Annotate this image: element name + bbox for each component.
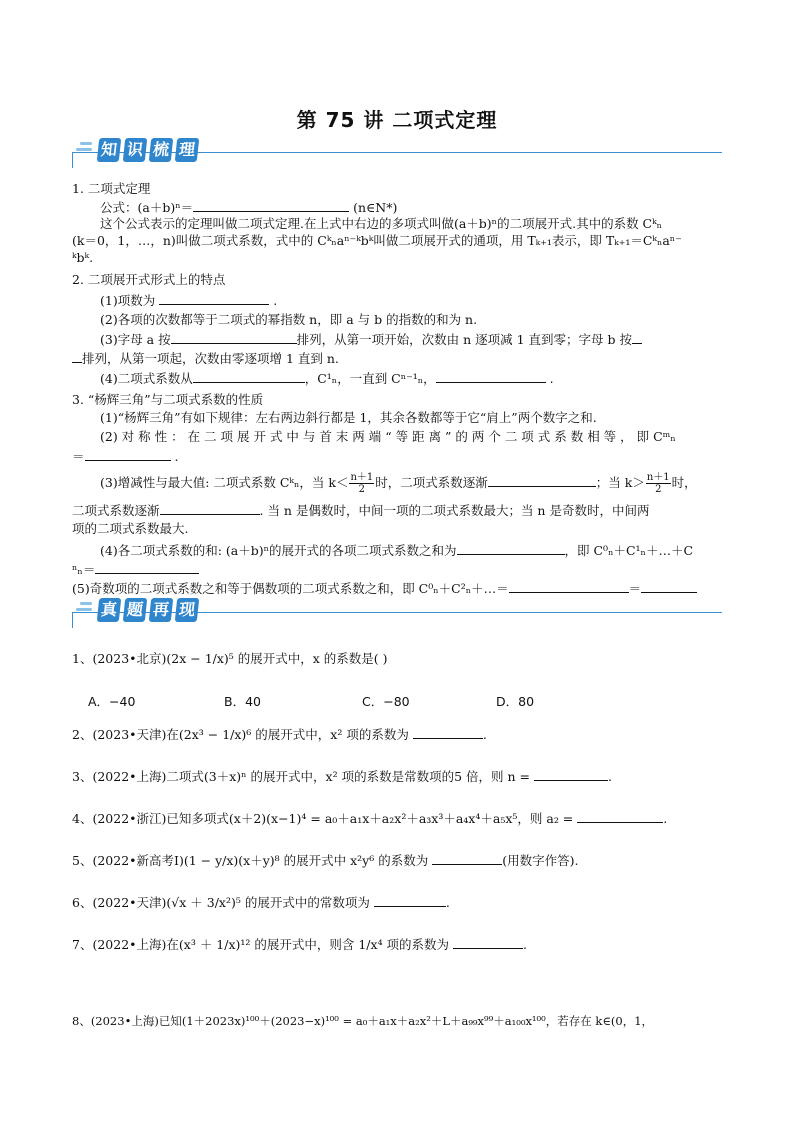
- answer-blank[interactable]: [432, 852, 502, 865]
- fraction: [349, 472, 374, 495]
- fraction: [646, 472, 671, 495]
- answer-blank[interactable]: [453, 936, 523, 949]
- formula-condition: (n∈N*): [349, 200, 398, 215]
- answer-blank[interactable]: [641, 580, 697, 593]
- answer-blank[interactable]: [457, 542, 565, 555]
- property-line: [72, 580, 697, 597]
- formula-line: [100, 199, 397, 216]
- feature-line: (1)项数为 .: [100, 293, 278, 308]
- property-text: (4)各二项式系数的和: (a＋b)ⁿ的展开式的各项二项式系数之和为: [100, 543, 457, 558]
- fraction-numerator: n＋1: [646, 472, 670, 483]
- banner-char: 再: [149, 598, 174, 622]
- problem-1: [72, 650, 388, 668]
- property-line: 项的二项式系数最大.: [72, 521, 189, 536]
- problem-number: 1、(2023•北京): [72, 651, 167, 666]
- feature-text: 排列，从第一项起，次数由零逐项增 1 直到 n.: [82, 351, 339, 366]
- property-text: ＝: [72, 449, 85, 464]
- banner-deco: [76, 148, 92, 151]
- answer-blank[interactable]: [632, 331, 642, 344]
- option-b[interactable]: B．40: [224, 694, 261, 709]
- problem-text: 在(x³ ＋ 1/x)¹² 的展开式中，则含 1/x⁴ 项的系数为: [166, 937, 450, 952]
- answer-blank[interactable]: [193, 199, 349, 212]
- banner-deco: [80, 142, 92, 145]
- problem-number: 8、(2023•上海): [72, 1014, 159, 1028]
- banner-char: 真: [97, 598, 122, 622]
- problem-number: 2、(2023•天津): [72, 727, 167, 742]
- problem-7: 7、(2022•上海)在(x³ ＋ 1/x)¹² 的展开式中，则含 1/x⁴ 项的系数为 .: [72, 937, 528, 952]
- answer-blank[interactable]: [160, 502, 260, 515]
- option-c[interactable]: C．−80: [362, 694, 410, 709]
- paragraph-line: 这个公式表示的定理叫做二项式定理.在上式中右边的多项式叫做(a＋b)ⁿ的二项展开式.其中的系数 Cᵏₙ: [100, 216, 663, 231]
- answer-blank[interactable]: [436, 370, 546, 383]
- property-line: [72, 502, 649, 519]
- answer-blank[interactable]: [488, 474, 596, 487]
- property-line: (2) 对 称 性 ： 在 二 项 展 开 式 中 与 首 末 两 端 “ 等 距 离 ” 的 两 个 二 项 式 系 数 相 等 ， 即 Cᵐₙ: [100, 429, 676, 444]
- problem-text: 在(2x³ − 1/x)⁶ 的展开式中，x² 项的系数为: [166, 727, 409, 742]
- problem-2: 2、(2023•天津)在(2x³ − 1/x)⁶ 的展开式中，x² 项的系数为 .: [72, 727, 487, 742]
- heading-binomial-theorem: 1. 二项式定理: [72, 181, 151, 196]
- banner-hook: [72, 612, 73, 628]
- banner-hook: [72, 152, 73, 168]
- heading-yanghui-triangle: 3. “杨辉三角”与二项式系数的性质: [72, 392, 264, 407]
- answer-blank[interactable]: [72, 350, 82, 363]
- formula-label: 公式：(a＋b)ⁿ＝: [100, 200, 194, 215]
- answer-blank[interactable]: [159, 292, 269, 305]
- property-text: 时，二项式系数逐渐: [375, 475, 488, 490]
- property-text: 二项式系数逐渐: [72, 503, 160, 518]
- problem-3: 3、(2022•上海)二项式(3＋x)ⁿ 的展开式中，x² 项的系数是常数项的5 倍，则 n = .: [72, 769, 612, 784]
- fraction-denominator: 2: [358, 484, 366, 495]
- problem-number: 3、(2022•上海): [72, 769, 167, 784]
- property-text: ，即 C⁰ₙ＋C¹ₙ＋…＋C: [564, 543, 694, 558]
- answer-blank[interactable]: [509, 580, 629, 593]
- page-title: 第 75 讲 二项式定理: [296, 108, 498, 132]
- feature-text: ，C¹ₙ，一直到 Cⁿ⁻¹ₙ，: [304, 371, 436, 386]
- fraction-denominator: 2: [655, 484, 662, 495]
- problem-text: (2x − 1/x)⁵ 的展开式中，x 的系数是( ): [166, 651, 388, 666]
- problem-6: 6、(2022•天津)(√x ＋ 3/x²)⁵ 的展开式中的常数项为 .: [72, 895, 450, 910]
- feature-text: (1)项数为: [100, 293, 156, 308]
- problem-5: [72, 852, 578, 870]
- section-banner-exam-review: [72, 596, 722, 628]
- problem-4: 4、(2022•浙江)已知多项式(x＋2)(x−1)⁴ = a₀＋a₁x＋a₂x²＋a₃x³＋a₄x⁴＋a₅x⁵，则 a₂ = .: [72, 811, 668, 826]
- banner-char: 现: [175, 598, 200, 622]
- property-text: (5)奇数项的二项式系数之和等于偶数项的二项式系数之和，即 C⁰ₙ＋C²ₙ＋…＝: [72, 581, 509, 596]
- problem-text: 二项式(3＋x)ⁿ 的展开式中，x² 项的系数是常数项的5 倍，则 n =: [166, 769, 530, 784]
- property-text: ⁿₙ＝: [72, 562, 96, 577]
- feature-line: (4)二项式系数从 ，C¹ₙ，一直到 Cⁿ⁻¹ₙ， .: [100, 371, 554, 386]
- property-line: ＝ .: [72, 449, 179, 464]
- problem-number: 7、(2022•上海): [72, 937, 167, 952]
- banner-deco: [80, 602, 92, 605]
- fraction-numerator: n＋1: [350, 472, 374, 483]
- problem-tail: (用数字作答).: [502, 853, 579, 868]
- answer-blank[interactable]: [577, 810, 663, 823]
- problem-text: (√x ＋ 3/x²)⁵ 的展开式中的常数项为: [166, 895, 370, 910]
- property-text: . 当 n 是偶数时，中间一项的二项式系数最大；当 n 是奇数时，中间两: [259, 503, 650, 518]
- paragraph-line: ᵏbᵏ.: [72, 250, 94, 265]
- answer-blank[interactable]: [171, 331, 297, 344]
- problem-number: 5、(2022•新高考Ⅰ): [72, 853, 184, 868]
- property-text: 时，: [671, 475, 697, 490]
- answer-blank[interactable]: [413, 726, 483, 739]
- property-text: ；当 k＞: [595, 475, 645, 490]
- problem-text: 已知(1＋2023x)¹⁰⁰＋(2023−x)¹⁰⁰ = a₀＋a₁x＋a₂x²＋L＋a₉₉x⁹⁹＋a₁₀₀x¹⁰⁰，若存在 k∈(0，1，: [158, 1014, 654, 1028]
- problem-8: [72, 1012, 653, 1030]
- property-line: (1)“杨辉三角”有如下规律：左右两边斜行都是 1，其余各数都等于它“肩上”两个数字之和.: [100, 410, 597, 425]
- banner-char: 梳: [149, 138, 174, 162]
- problem-text: 已知多项式(x＋2)(x−1)⁴ = a₀＋a₁x＋a₂x²＋a₃x³＋a₄x⁴＋a₅x⁵，则 a₂ =: [166, 811, 574, 826]
- answer-blank[interactable]: [193, 370, 305, 383]
- paragraph-line: (k＝0，1，…，n)叫做二项式系数，式中的 Cᵏₙaⁿ⁻ᵏbᵏ叫做二项展开式的通项，用 Tₖ₊₁表示，即 Tₖ₊₁＝Cᵏₙaⁿ⁻: [72, 233, 682, 248]
- property-text: (3)增减性与最大值: 二项式系数 Cᵏₙ，当 k＜: [100, 475, 349, 490]
- section-banner-knowledge: [72, 136, 722, 168]
- property-text: ＝: [628, 581, 642, 596]
- problem-text: (1 − y/x)(x＋y)⁸ 的展开式中 x²y⁶ 的系数为: [183, 853, 429, 868]
- banner-char: 理: [175, 138, 200, 162]
- feature-text: (3)字母 a 按: [100, 332, 171, 347]
- answer-blank[interactable]: [85, 448, 171, 461]
- problem-number: 6、(2022•天津): [72, 895, 167, 910]
- feature-text: (4)二项式系数从: [100, 371, 193, 386]
- option-d[interactable]: D．80: [496, 694, 535, 709]
- answer-blank[interactable]: [534, 768, 608, 781]
- problem-number: 4、(2022•浙江): [72, 811, 167, 826]
- heading-expansion-features: 2. 二项展开式形式上的特点: [72, 272, 226, 287]
- feature-text: 排列，从第一项开始，次数由 n 逐项减 1 直到零；字母 b 按: [296, 332, 632, 347]
- banner-char: 题: [123, 598, 148, 622]
- feature-line: (2)各项的次数都等于二项式的幂指数 n，即 a 与 b 的指数的和为 n.: [100, 312, 478, 327]
- property-line: [72, 561, 199, 578]
- feature-line: [72, 350, 339, 367]
- banner-deco: [76, 608, 92, 611]
- banner-char: 知: [97, 138, 122, 162]
- feature-line: [100, 331, 642, 348]
- property-line: [100, 468, 697, 498]
- option-a[interactable]: A．−40: [88, 694, 136, 709]
- property-line: [100, 542, 693, 559]
- answer-blank[interactable]: [374, 894, 446, 907]
- answer-blank[interactable]: [95, 561, 199, 574]
- banner-char: 识: [123, 138, 148, 162]
